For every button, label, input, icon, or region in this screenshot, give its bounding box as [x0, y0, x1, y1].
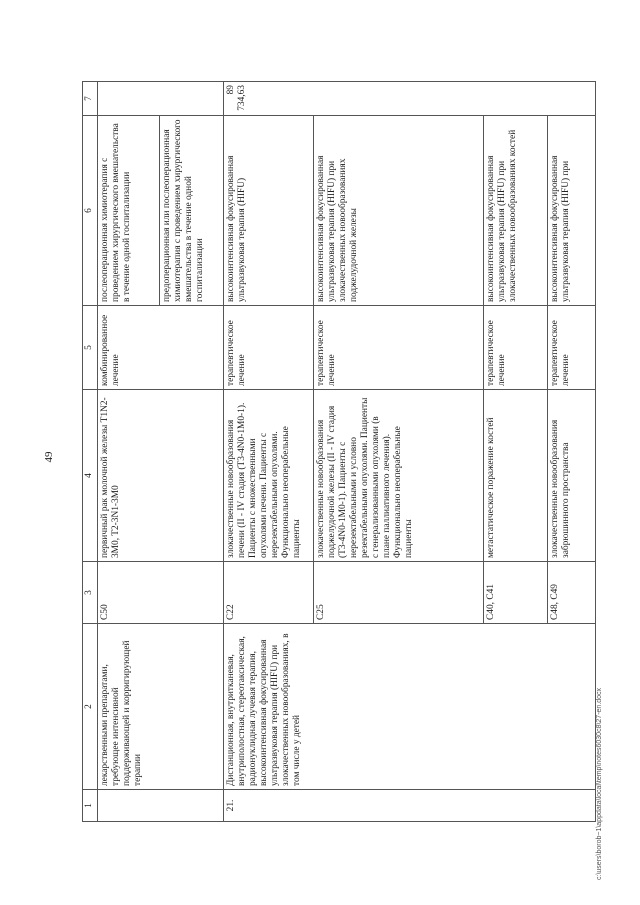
diagnosis: злокачественные новообразования поджелудочной железы (II - IV стадия (T3-4N0-1M0-1). Пациенты с нерезектабельными и условно резектабельными опухолями. Пациенты с генерализованными опухолями (в плане паллиативного лечения). Функционально неоперабельные пациенты [314, 390, 484, 562]
treatment-type: терапевтическое лечение [484, 306, 548, 390]
header-col-1: 1 [83, 790, 98, 822]
treatment-method: высокоинтенсивная фокусированная ультразвуковая терапия (HIFU) [224, 116, 314, 306]
treatment-type: терапевтическое лечение [224, 306, 314, 390]
diagnosis: злокачественные новообразования забрюшинного пространства [548, 390, 596, 562]
price: 89 734,63 [224, 82, 596, 116]
icd-code: C25 [314, 562, 484, 624]
diagnosis: злокачественные новообразования печени (II - IV стадия (T3-4N0-1M0-1). Пациенты с множественными опухолями печени. Пациенты с нерезектабельными опухолями. Функционально неоперабельные пациенты [224, 390, 314, 562]
icd-code: C40, C41 [484, 562, 548, 624]
tariff-table [82, 81, 596, 822]
document-path: c:\users\borob~1\appdata\local\temp\notes6030c8\27-en.docx [596, 687, 603, 880]
treatment-method: высокоинтенсивная фокусированная ультразвуковая терапия (HIFU) при [548, 116, 596, 306]
diagnosis: метастатическое поражение костей [484, 390, 548, 562]
table-row [224, 82, 314, 822]
header-col-5: 5 [83, 306, 98, 390]
treatment-type: комбинированное лечение [98, 306, 224, 390]
treatment-method: высокоинтенсивная фокусированная ультразвуковая терапия (HIFU) при злокачественных новообразованиях костей [484, 116, 548, 306]
header-col-2: 2 [83, 624, 98, 790]
row-number: 21. [224, 790, 596, 822]
treatment-method: предоперационная или послеоперационная химиотерапия с проведением хирургического вмешательства в течение одной госпитализации [160, 116, 224, 306]
icd-code: C48, C49 [548, 562, 596, 624]
diagnosis: первичный рак молочной железы T1N2-3M0, T2-3N1-3M0 [98, 390, 224, 562]
treatment-type: терапевтическое лечение [548, 306, 596, 390]
rotated-table-wrapper [82, 82, 571, 822]
treatment-type: терапевтическое лечение [314, 306, 484, 390]
header-col-3: 3 [83, 562, 98, 624]
method-name: лекарственными препаратами, требующее интенсивной поддерживающей и корригирующей терапии [98, 624, 224, 790]
method-name: Дистанционная, внутритканевая, внутриполостная, стереотаксическая, радионуклидная лучевая терапия, высокоинтенсивная фокусированная ультразвуковая терапия (HIFU) при злокачественных новообразованиях, в том числе у детей [224, 624, 596, 790]
icd-code: C50 [98, 562, 224, 624]
treatment-method: послеоперационная химиотерапия с проведением хирургического вмешательства в течение одной госпитализации [98, 116, 160, 306]
header-col-4: 4 [83, 390, 98, 562]
page-number: 49 [43, 451, 55, 463]
table-header-row [83, 82, 98, 822]
icd-code: C22 [224, 562, 314, 624]
treatment-method: высокоинтенсивная фокусированная ультразвуковая терапия (HIFU) при злокачественных новообразованиях поджелудочной железы [314, 116, 484, 306]
header-col-7: 7 [83, 82, 98, 116]
header-col-6: 6 [83, 116, 98, 306]
price [98, 82, 224, 116]
row-number [98, 790, 224, 822]
table-row [98, 82, 160, 822]
